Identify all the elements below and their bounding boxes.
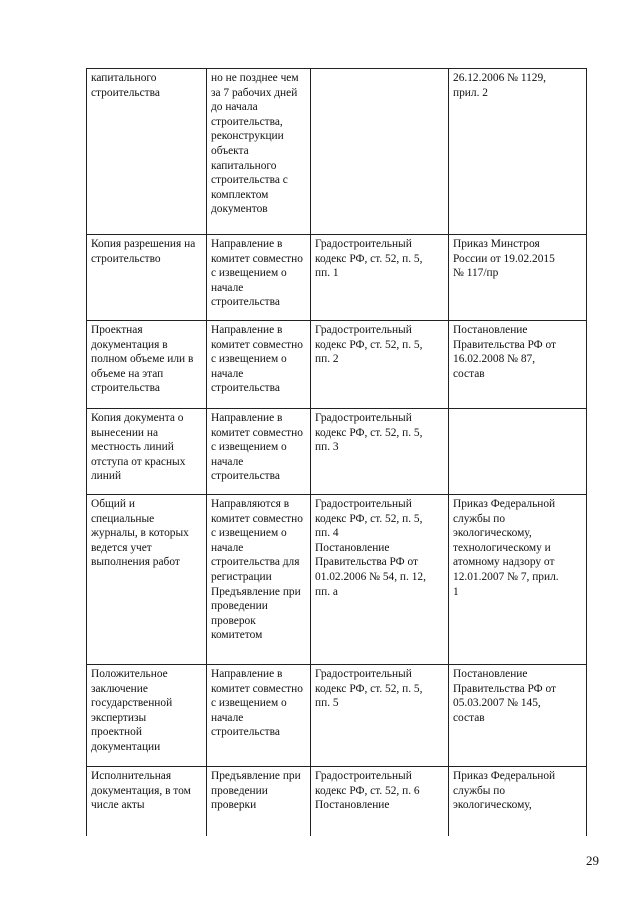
table-row [87,665,587,767]
cell-form [449,495,587,665]
cell-text: 26.12.2006 № 1129, прил. 2 [453,72,547,99]
cell-document [87,69,207,235]
cell-form [449,665,587,767]
table-row [87,409,587,495]
cell-text: Постановление Правительства РФ от 16.02.2008 № 87, состав [453,324,557,380]
documents-table [86,68,587,836]
cell-text: Направление в комитет совместно с извещением о начале строительства [211,412,303,483]
cell-text: Общий и специальные журналы, в которых ведется учет выполнения работ [91,498,189,569]
cell-text: Исполнительная документация, в том числе акты [91,770,191,812]
cell-basis [311,767,449,837]
cell-document [87,235,207,321]
cell-form [449,321,587,409]
cell-document [87,409,207,495]
cell-text: Градостроительный кодекс РФ, ст. 52, п. 5, пп. 2 [315,324,423,366]
cell-text: Направление в комитет совместно с извещением о начале строительства [211,238,303,309]
cell-text: Градостроительный кодекс РФ, ст. 52, п. 5, пп. 4 Постановление Правительства РФ от 01.02.2006 № 54, п. 12, пп. а [315,498,426,598]
cell-form [449,235,587,321]
cell-basis [311,321,449,409]
cell-document [87,321,207,409]
cell-document [87,495,207,665]
cell-procedure [207,767,311,837]
cell-text: Градостроительный кодекс РФ, ст. 52, п. 5, пп. 3 [315,412,423,454]
cell-procedure [207,69,311,235]
cell-text: Положительное заключение государственной экспертизы проектной документации [91,668,173,753]
cell-text: Градостроительный кодекс РФ, ст. 52, п. 6 Постановление [315,770,420,812]
cell-text: Градостроительный кодекс РФ, ст. 52, п. 5, пп. 5 [315,668,423,710]
cell-text: Предъявление при проведении проверки [211,770,301,812]
table-row [87,321,587,409]
cell-text: Направление в комитет совместно с извещением о начале строительства [211,324,303,395]
cell-text: Копия документа о вынесении на местность линий отступа от красных линий [91,412,186,483]
cell-document [87,665,207,767]
table-row [87,495,587,665]
cell-basis [311,235,449,321]
cell-text: Приказ Федеральной службы по экологическому, [453,770,556,812]
cell-text: капитального строительства [91,72,160,99]
cell-form [449,767,587,837]
cell-text: Направляются в комитет совместно с извещением о начале строительства для регистрации Предъявление при проведении проверок комитетом [211,498,303,642]
table-row [87,767,587,837]
table-row [87,235,587,321]
cell-basis [311,409,449,495]
cell-form [449,69,587,235]
page-number: 29 [586,853,599,868]
cell-procedure [207,321,311,409]
cell-document [87,767,207,837]
cell-procedure [207,235,311,321]
table-row [87,69,587,235]
cell-basis [311,495,449,665]
cell-procedure [207,409,311,495]
cell-text: но не позднее чем за 7 рабочих дней до начала строительства, реконструкции объекта капитального строительства с комплектом документов [211,72,299,216]
cell-form [449,409,587,495]
cell-text: Копия разрешения на строительство [91,238,196,265]
cell-procedure [207,495,311,665]
cell-text: Постановление Правительства РФ от 05.03.2007 № 145, состав [453,668,557,724]
cell-basis [311,69,449,235]
cell-text: Приказ Федеральной службы по экологическому, технологическому и атомному надзору от 12.01.2007 № 7, прил. 1 [453,498,559,598]
cell-procedure [207,665,311,767]
cell-basis [311,665,449,767]
cell-text: Проектная документация в полном объеме или в объеме на этап строительства [91,324,194,395]
cell-text: Направление в комитет совместно с извещением о начале строительства [211,668,303,739]
cell-text: Приказ Минстроя России от 19.02.2015 № 117/пр [453,238,555,280]
cell-text: Градостроительный кодекс РФ, ст. 52, п. 5, пп. 1 [315,238,423,280]
